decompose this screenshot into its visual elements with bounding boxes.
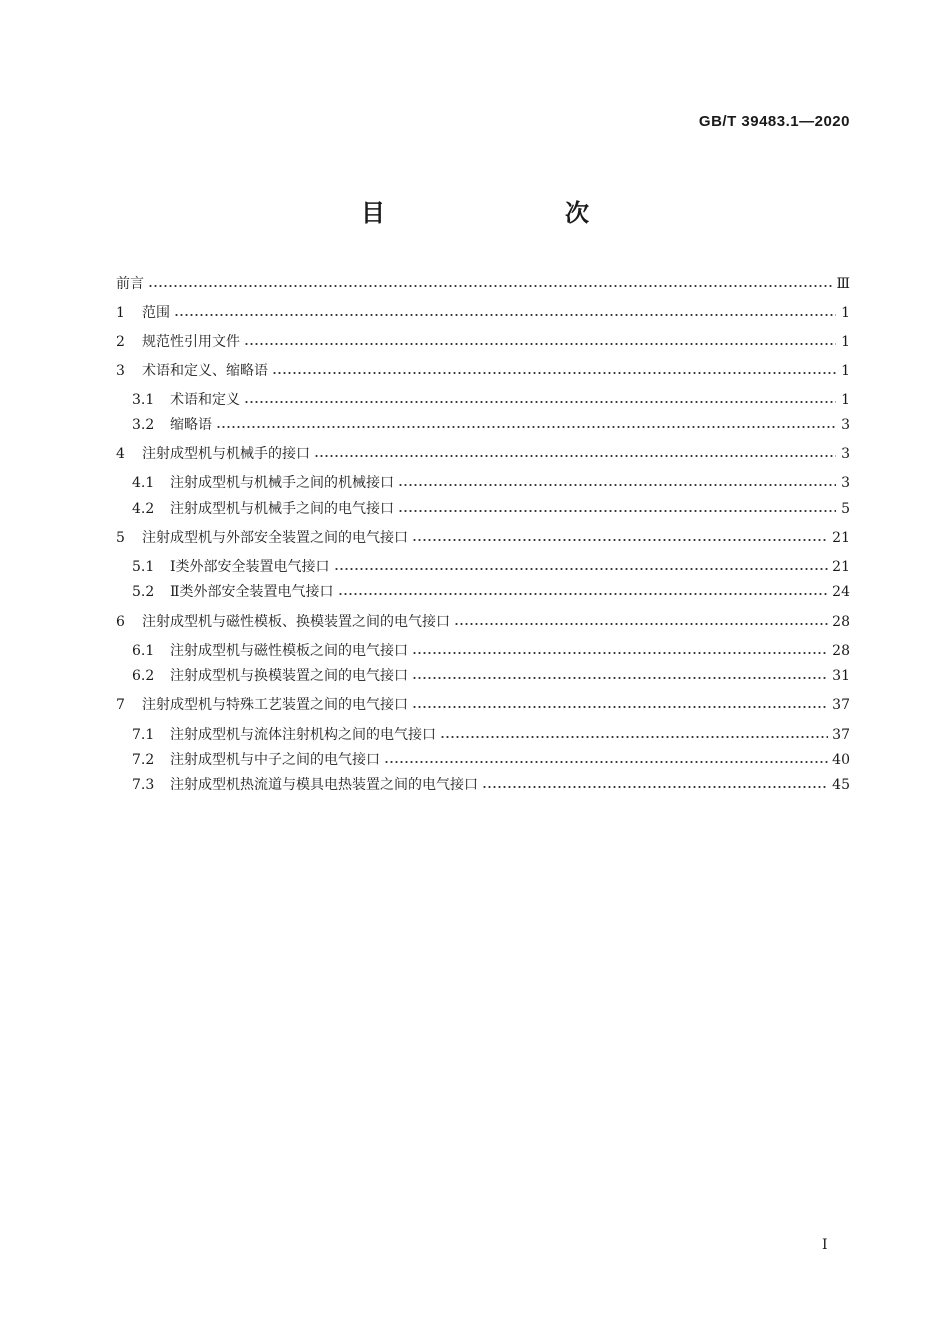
toc-entry-title: 规范性引用文件 — [142, 334, 240, 350]
dot-leader — [314, 455, 836, 457]
toc-entry-title: 范围 — [142, 305, 170, 321]
toc-entry-title: 注射成型机与机械手之间的电气接口 — [170, 501, 394, 517]
toc-entry-page: 37 — [832, 697, 850, 713]
toc-entry-3-1[interactable] — [132, 388, 850, 412]
toc-entry-title: Ⅰ类外部安全装置电气接口 — [170, 559, 330, 575]
dot-leader — [412, 706, 828, 708]
toc-entry-title: 注射成型机与机械手之间的机械接口 — [170, 475, 394, 491]
dot-leader — [398, 484, 836, 486]
toc-entry-number: 4 — [116, 446, 125, 462]
dot-leader — [244, 401, 836, 403]
toc-entry-2[interactable] — [116, 330, 850, 354]
toc-title: 目 次 — [361, 199, 633, 227]
toc-entry-page: 45 — [832, 777, 850, 793]
dot-leader — [174, 314, 836, 316]
toc-entry-title: Ⅱ类外部安全装置电气接口 — [170, 584, 334, 600]
toc-entry-page: 21 — [832, 559, 850, 575]
toc-entry-7[interactable] — [116, 693, 850, 717]
toc-entry-page: 3 — [841, 417, 850, 433]
dot-leader — [272, 372, 836, 374]
toc-entry-page: 37 — [832, 727, 850, 743]
toc-entry-number: 6.2 — [132, 668, 155, 684]
toc-entry-4[interactable] — [116, 442, 850, 466]
toc-entry-number: 2 — [116, 334, 125, 350]
toc-entry-page: 1 — [841, 334, 850, 350]
toc-entry-page: 28 — [832, 643, 850, 659]
toc-entry-5[interactable] — [116, 526, 850, 550]
toc-entry-number: 5.1 — [132, 559, 155, 575]
toc-entry-title: 注射成型机与磁性模板之间的电气接口 — [170, 643, 408, 659]
toc-entry-title: 注射成型机与特殊工艺装置之间的电气接口 — [142, 697, 408, 713]
toc-entry-title: 前言 — [116, 276, 144, 292]
standard-code: GB/T 39483.1—2020 — [698, 113, 850, 130]
toc-entry-title: 注射成型机与外部安全装置之间的电气接口 — [142, 530, 408, 546]
toc-entry-6-2[interactable] — [132, 664, 850, 688]
toc-entry-number: 6 — [116, 614, 125, 630]
toc-entry-6[interactable] — [116, 610, 850, 634]
toc-entry-title: 注射成型机与流体注射机构之间的电气接口 — [170, 727, 436, 743]
dot-leader — [384, 761, 828, 763]
toc-entry-number: 1 — [116, 305, 125, 321]
dot-leader — [334, 568, 829, 570]
dot-leader — [244, 343, 836, 345]
toc-entry-7-1[interactable] — [132, 723, 850, 747]
toc-entry-number: 5 — [116, 530, 125, 546]
dot-leader — [338, 593, 829, 595]
toc-entry-number: 3.1 — [132, 392, 155, 408]
toc-entry-page: 3 — [841, 475, 850, 491]
toc-entry-page: 3 — [841, 446, 850, 462]
toc-entry-5-1[interactable] — [132, 555, 850, 579]
toc-entry-number: 4.1 — [132, 475, 155, 491]
toc-entry-title: 注射成型机与机械手的接口 — [142, 446, 310, 462]
toc-entry-number: 7.2 — [132, 752, 155, 768]
toc-entry-page: 24 — [832, 584, 850, 600]
toc-entry-page: 31 — [832, 668, 850, 684]
toc-entry-title: 注射成型机与中子之间的电气接口 — [170, 752, 380, 768]
dot-leader — [482, 786, 828, 788]
toc-entry-page: 28 — [832, 614, 850, 630]
toc-entry-page: 1 — [841, 363, 850, 379]
dot-leader — [412, 677, 828, 679]
toc-entry-number: 4.2 — [132, 501, 155, 517]
toc-entry-title: 注射成型机与磁性模板、换模装置之间的电气接口 — [142, 614, 450, 630]
toc-entry-7-3[interactable] — [132, 773, 850, 797]
dot-leader — [216, 426, 836, 428]
toc-entry-page: 1 — [841, 305, 850, 321]
toc-entry-4-2[interactable] — [132, 497, 850, 521]
page-number: Ⅰ — [822, 1237, 828, 1253]
toc-entry-page: 21 — [832, 530, 850, 546]
toc-entry-6-1[interactable] — [132, 639, 850, 663]
toc-entry-number: 7.1 — [132, 727, 155, 743]
toc-entry-page: 40 — [832, 752, 850, 768]
dot-leader — [148, 285, 832, 287]
toc-entry-1[interactable] — [116, 301, 850, 325]
toc-entry-number: 7 — [116, 697, 125, 713]
dot-leader — [440, 736, 828, 738]
dot-leader — [454, 623, 828, 625]
toc-entry-3[interactable] — [116, 359, 850, 383]
toc-entry-number: 7.3 — [132, 777, 155, 793]
toc-entry-title: 术语和定义、缩略语 — [142, 363, 268, 379]
toc-entry-title: 术语和定义 — [170, 392, 240, 408]
toc-entry-foreword[interactable] — [116, 272, 850, 296]
toc-entry-number: 3 — [116, 363, 125, 379]
toc-entry-3-2[interactable] — [132, 413, 850, 437]
toc-entry-4-1[interactable] — [132, 471, 850, 495]
toc-entry-number: 3.2 — [132, 417, 155, 433]
toc-entry-page: 5 — [841, 501, 850, 517]
dot-leader — [398, 510, 836, 512]
toc-entry-title: 注射成型机与换模装置之间的电气接口 — [170, 668, 408, 684]
toc-entry-5-2[interactable] — [132, 580, 850, 604]
toc-entry-7-2[interactable] — [132, 748, 850, 772]
toc-entry-page: 1 — [841, 392, 850, 408]
toc-entry-number: 6.1 — [132, 643, 155, 659]
toc-entry-title: 缩略语 — [170, 417, 212, 433]
toc-entry-page: Ⅲ — [836, 276, 850, 292]
dot-leader — [412, 539, 828, 541]
toc-entry-number: 5.2 — [132, 584, 155, 600]
toc-entry-title: 注射成型机热流道与模具电热装置之间的电气接口 — [170, 777, 478, 793]
dot-leader — [412, 652, 828, 654]
